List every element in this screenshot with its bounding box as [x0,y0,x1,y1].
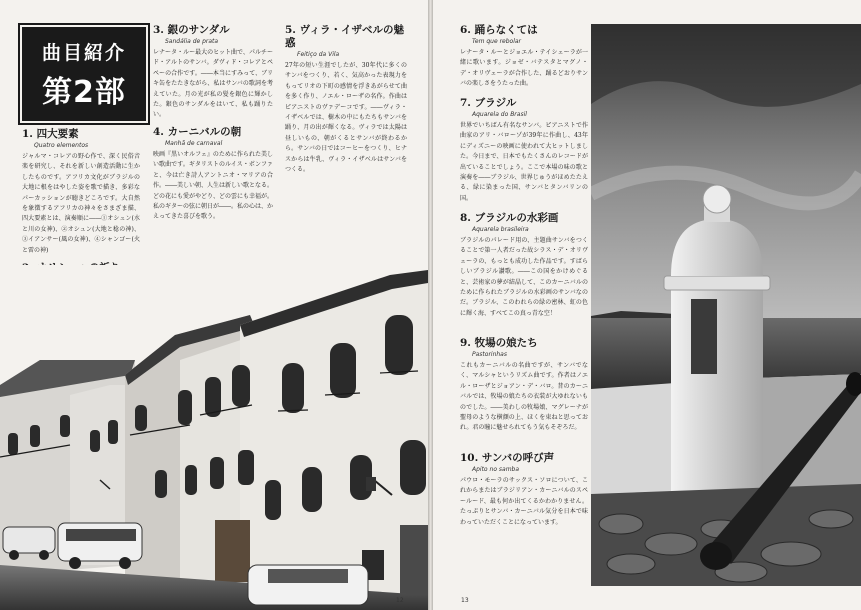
program-title-line2: 第2部 [42,75,126,110]
section-10-heading: 10. サンバの呼び声 [460,452,555,464]
fortress-cannon-illustration [591,24,861,586]
section-9-subtitle: Pastorinhas [472,351,507,358]
program-title-line1: 曲目紹介 [41,42,126,64]
section-4-heading: 4. カーニバルの朝 [153,126,242,138]
section-4-subtitle: Manhã de carnaval [165,140,223,147]
section-5-body: 27年の短い生涯でしたが、30年代に多くのサンバをつくり、若く、気高かった表現力をもってリオの下町の感情を浮きあがらせて曲を多く作り、ノエル・ローザの名作。作曲はピアニストのヴァデーコです。――ヴィラ・イザベルでは、樹木の中にもたちもサンバを踊り、月の出が輝くなる。ヴィラでは太陽は昼しいもの、朝がくるとサンバが終わるから。サンバの日ではコーヒーをつくり、ヒナスからは牛乳、ヴィラ・イザベルはサンバをつくる。 [285,62,407,174]
left-page-number: 12 [396,597,404,604]
section-3 [153,24,273,121]
section-4-body: 映画『黒いオルフェ』のために作られた美しい歌曲です。ギタリストのルイス・ボンファと、今は亡き詩人アントニオ・マリアの合作。――美しい朝、人生は新しい歌となる。どの花にも愛がやどり、どの雲にも幸福が。私のギターの弦に朝日が――。私の心は、かえってきた喜びを歌う。 [153,151,274,221]
section-9-heading: 9. 牧場の娘たち [460,337,538,349]
section-6 [460,24,588,90]
right-page-number: 13 [461,597,469,604]
section-1-subtitle: Quatro elementos [34,142,89,149]
section-10 [460,452,588,528]
section-10-body: パウロ・モーラのサックス・ソロについて、これからまたはブラジリアン・カーニバルのスペールード、最も何か出てくるかわかりません。たっぷりとサンバ・カーニバル気分を日本で味わっていただくことになっています。 [460,477,588,526]
section-9-body: これもカーニバルの名曲ですが、サンバでなく、マルシャというリズム曲です。作者はノエル・ローザとジョアン・デ・バロ。昔のカーニバルでは、牧場の娘たちの衣装が大ゆれないものでした。――美わしの牧場娘、マグレーナが聖母のような横顔の上、ほくを束ねと思っておれ。君の瞳に魅せられてもう気もそぞろだ。 [460,362,588,432]
fortress-cannon-photo [591,24,861,586]
section-4 [153,126,273,223]
section-3-subtitle: Sandália de prata [165,38,219,45]
section-6-body: レナータ・ルーとジョエル・テイシェーラが一緒に歌います。ジョゼ・バテスタとマグノ・デ・オリヴェーラが合作した、踊るどおりサンバの楽しさをうたった曲。 [460,49,588,88]
section-7 [460,97,588,204]
section-3-heading: 3. 銀のサンダル [153,24,230,36]
section-5 [285,24,407,175]
section-7-body: 世界でいちばん有名なサンバ。ピアニストで作曲家のアリ・バローゾが39年に作曲し、43年にディズニーの映画に使われて大ヒットしました。今日まで、日本でもたくさんのレコードが出ていることでしょう。ここで本場の味の歌と演奏を――ブラジル、世界じゅうがほめたたえる、緑に染まった国、サンバとタンバリンの国。 [460,122,588,202]
section-1-body: ジャルマ・コレアの野心作で、深く民俗音楽を研究し、それを新しい創造活動に生かしたものです。アフリカ文化がブラジルの大地に根をはやした姿を歌で描き、多彩なパーカッションが聴きどころです。大自然を象徴するアフリカの神々をさまざま描、四大要素とは、演奏順に――①オシュン(水と川の女神)、②オシュン(大地と稔の神)、③イアンサー(風の女神)、④シャンゴー(火と雷の神) [22,153,140,254]
section-9 [460,337,588,434]
section-1 [22,128,140,256]
section-5-subtitle: Feitiço da Vila [297,51,340,58]
section-1-heading: 1. 四大要素 [22,128,79,140]
program-title-box [22,27,146,121]
section-3-body: レナータ・ルー最大のヒット曲で、パルチード・アルトのサンバ。ダヴィド・コレアとペペーの合作です。――本当にすみって、ブリキ缶をたたきながら、私はサンバの歌詞を考えていた。月の光が私の髪を銀色に輝かした。銀色のサンダルをはいて、私も踊りたい。 [153,49,273,119]
section-5-heading: 5. ヴィラ・イザベルの魅惑 [285,24,404,49]
section-10-subtitle: Apito no samba [472,466,520,473]
section-8-subtitle: Aquarela brasileira [472,226,529,233]
section-7-heading: 7. ブラジル [460,97,517,109]
section-8-body: ブラジルのパレード用の、主題曲サンバをつくることで第一人者だった故シラス・デ・オリヴェーラの、もっとも成功した作品です。すばらしいブラジル讃歌。――この国をかけめぐると、芸術家の夢が結晶して、このカーニバルのために作られたブラジルの水彩画のサンバなのだ。ブラジル、このわれらの緑の密林、虹の色に輝く海、すべてこの真っ青な空！ [460,237,588,317]
right-page [433,0,861,610]
section-6-subtitle: Tem que rebolar [472,38,522,45]
section-8-heading: 8. ブラジルの水彩画 [460,212,559,224]
colonial-street-illustration [0,265,428,610]
section-8 [460,212,588,319]
section-6-heading: 6. 踊らなくては [460,24,538,36]
colonial-street-photo [0,265,428,610]
section-7-subtitle: Aquarela do Brasil [472,111,527,118]
left-page [0,0,428,610]
